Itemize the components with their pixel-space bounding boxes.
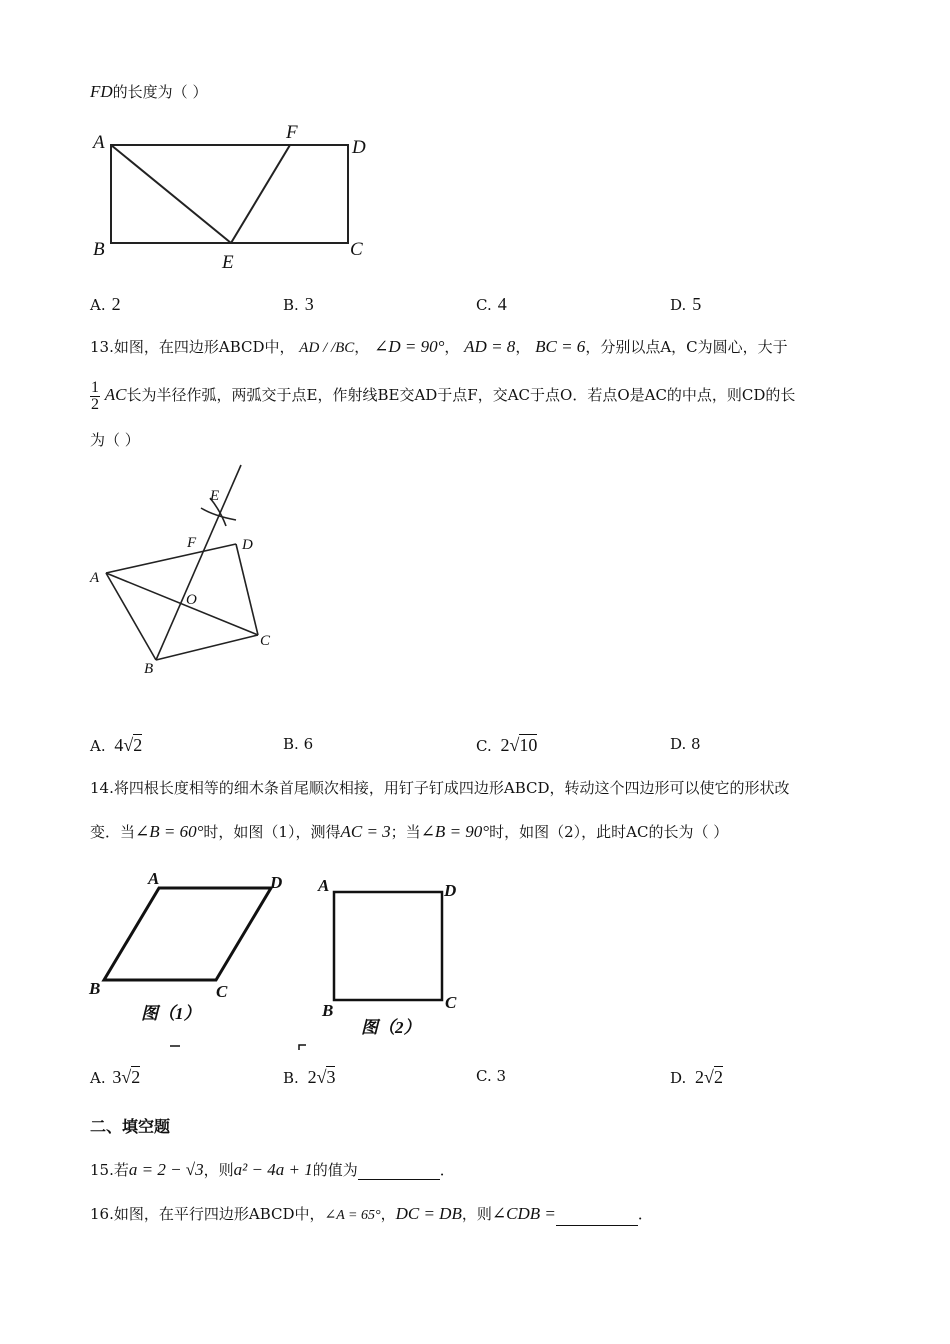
- option-radical: 2√2: [695, 1067, 723, 1087]
- q12-rectangle-figure: [88, 118, 378, 273]
- scan-mark: [299, 1045, 306, 1050]
- q13-quadrilateral-figure: [86, 460, 286, 680]
- q15-end: ．: [439, 1161, 455, 1179]
- q13-label-c: C: [260, 633, 271, 649]
- radicand: 2: [131, 1067, 141, 1087]
- q13-math-2: ∠D = 90°: [374, 337, 445, 356]
- option-letter: D.: [670, 735, 687, 753]
- q15-stem: [90, 1160, 455, 1180]
- option-value: 6: [303, 735, 314, 753]
- q13-segment-ac: [106, 573, 258, 635]
- radical-coefficient: 2: [695, 1067, 705, 1087]
- q14-option-d[interactable]: [670, 1067, 723, 1088]
- q14-fig2-label-c: C: [445, 993, 457, 1012]
- q14-figures: [86, 866, 466, 1052]
- q12-label-d: D: [352, 137, 366, 158]
- radicand: 2: [713, 1067, 723, 1087]
- option-letter: C.: [476, 1067, 492, 1085]
- q14-fig2-caption: 图（2）: [361, 1018, 421, 1037]
- q14-math-3: ∠B = 90°: [420, 822, 490, 841]
- q13-sep: ，: [444, 338, 460, 356]
- q12-segment-ae: [111, 145, 231, 243]
- radicand: 3: [326, 1067, 336, 1087]
- q15-math-1: a = 2 − √3: [128, 1160, 204, 1179]
- q12-rect-abcd: [111, 145, 348, 243]
- q14-fig1-label-c: C: [216, 982, 228, 1001]
- option-letter: B.: [283, 1069, 299, 1087]
- q14-fig2-label-a: A: [318, 876, 330, 895]
- q13-option-c[interactable]: [476, 735, 537, 756]
- q13-math-3: AD = 8: [464, 337, 516, 356]
- q13-stem-line2: [90, 378, 795, 413]
- q14-fig2-label-b: B: [322, 1001, 334, 1020]
- q13-label-o: O: [186, 592, 197, 608]
- q14-fig1-label-d: D: [270, 873, 283, 892]
- q15-text-1: 15.若: [90, 1161, 129, 1179]
- q14-text-2c: ；当: [390, 823, 421, 841]
- option-radical: 2√3: [307, 1067, 336, 1087]
- q12-stem: [90, 82, 207, 102]
- q13-math-5: AC: [104, 385, 127, 404]
- q14-stem-line1: 14.将四根长度相等的细木条首尾顺次相接，用钉子钉成四边形ABCD，转动这个四边形可以使它的形状改: [90, 779, 790, 797]
- option-letter: B.: [283, 735, 299, 753]
- q13-label-a: A: [90, 570, 100, 586]
- q12-label-b: B: [93, 239, 105, 260]
- q12-stem-text: 的长度为（ ）: [112, 83, 208, 101]
- q13-segment-cb: [156, 635, 258, 660]
- q14-fig2-label-d: D: [444, 881, 457, 900]
- q13-text-1: 13.如图，在四边形ABCD中，: [90, 338, 295, 356]
- q13-segment-dc: [236, 544, 258, 635]
- q13-label-b: B: [144, 661, 154, 677]
- q14-text-2d: 时，如图（2），此时AC的长为（ ）: [489, 823, 729, 841]
- q13-text-2: ，分别以点A，C为圆心，大于: [585, 338, 788, 356]
- radical-coefficient: 2: [307, 1067, 317, 1087]
- q13-sep: ，: [515, 338, 531, 356]
- q14-fig1-label-a: A: [148, 869, 160, 888]
- q12-option-a[interactable]: [90, 294, 121, 315]
- option-value: 4: [497, 294, 507, 314]
- option-radical: 2√10: [500, 735, 538, 755]
- q16-end: ．: [637, 1205, 653, 1223]
- q13-math-1: AD / /BC: [299, 340, 355, 356]
- radical-coefficient: 3: [112, 1067, 122, 1087]
- radicand: 2: [133, 735, 143, 755]
- q12-label-e: E: [222, 252, 234, 273]
- option-value: 5: [692, 294, 702, 314]
- q12-segment-ef: [231, 145, 290, 243]
- q13-stem-line3: 为（ ）: [90, 431, 140, 449]
- section-title: 二、填空题: [90, 1117, 171, 1136]
- q13-segment-ba: [106, 573, 156, 660]
- q14-math-1: ∠B = 60°: [135, 822, 204, 841]
- fraction-denominator: 2: [91, 395, 99, 413]
- q13-ray-be: [156, 465, 241, 660]
- option-letter: A.: [90, 296, 106, 314]
- q14-fig1-label-b: B: [89, 979, 101, 998]
- radical-coefficient: 4: [114, 735, 124, 755]
- q12-option-b[interactable]: [283, 294, 314, 315]
- option-letter: D.: [670, 1069, 687, 1087]
- option-radical: 4√2: [114, 735, 143, 755]
- q12-option-c[interactable]: [476, 294, 507, 315]
- q12-option-d[interactable]: [670, 294, 701, 315]
- q16-math-3: ∠CDB =: [491, 1204, 556, 1223]
- q15-text-2: ，则: [203, 1161, 234, 1179]
- fraction-numerator: 1: [91, 378, 99, 396]
- option-letter: A.: [90, 737, 106, 755]
- q13-stem-line1: [90, 337, 788, 358]
- q13-option-b[interactable]: [283, 735, 313, 753]
- q12-label-f: F: [286, 122, 298, 143]
- q14-option-b[interactable]: [283, 1067, 335, 1088]
- q14-option-a[interactable]: [90, 1067, 140, 1088]
- q13-label-d: D: [242, 537, 253, 553]
- q16-stem: [90, 1204, 653, 1226]
- q14-text-2b: 时，如图（1），测得: [203, 823, 341, 841]
- q14-option-c[interactable]: [476, 1067, 506, 1085]
- q14-text-2a: 变．当: [90, 823, 136, 841]
- q14-stem-line2: [90, 822, 728, 842]
- q13-label-e: E: [210, 488, 220, 504]
- q12-label-a: A: [93, 132, 105, 153]
- option-letter: A.: [90, 1069, 106, 1087]
- q14-fig1-caption: 图（1）: [141, 1004, 201, 1023]
- q12-stem-math: FD: [90, 82, 113, 101]
- option-value: 2: [111, 294, 121, 314]
- option-value: 8: [691, 735, 701, 753]
- option-letter: C.: [476, 296, 492, 314]
- option-value: 3: [496, 1067, 507, 1085]
- q14-fig2-square: [334, 892, 442, 1000]
- q13-option-d[interactable]: [670, 735, 701, 753]
- q13-sep: ，: [354, 338, 370, 356]
- q16-answer-blank[interactable]: [556, 1209, 638, 1226]
- q16-math-2: DC = DB: [395, 1204, 462, 1223]
- option-letter: B.: [283, 296, 299, 314]
- q15-answer-blank[interactable]: [358, 1163, 440, 1180]
- option-value: 3: [304, 294, 314, 314]
- q13-segment-ad: [106, 544, 236, 573]
- radical-coefficient: 2: [500, 735, 510, 755]
- q13-fraction-half: [90, 380, 100, 413]
- q13-option-a[interactable]: [90, 735, 142, 756]
- q16-sep: ，: [380, 1205, 396, 1223]
- radicand: 10: [519, 735, 538, 755]
- q14-fig1-rhombus: [104, 888, 271, 980]
- option-letter: D.: [670, 296, 687, 314]
- option-radical: 3√2: [112, 1067, 141, 1087]
- q12-label-c: C: [350, 239, 363, 260]
- q16-text-2: ，则: [461, 1205, 492, 1223]
- q16-math-1: ∠A = 65°: [324, 1208, 381, 1223]
- q13-math-4: BC = 6: [535, 337, 586, 356]
- q14-math-2: AC = 3: [340, 822, 391, 841]
- q13-text-3: 长为半径作弧，两弧交于点E，作射线BE交AD于点F，交AC于点O．若点O是AC的中点，则CD的长: [126, 386, 796, 404]
- option-letter: C.: [476, 737, 492, 755]
- q16-text-1: 16.如图，在平行四边形ABCD中，: [90, 1205, 325, 1223]
- q15-math-2: a² − 4a + 1: [233, 1160, 313, 1179]
- q15-text-3: 的值为: [312, 1161, 358, 1179]
- q13-label-f: F: [187, 535, 197, 551]
